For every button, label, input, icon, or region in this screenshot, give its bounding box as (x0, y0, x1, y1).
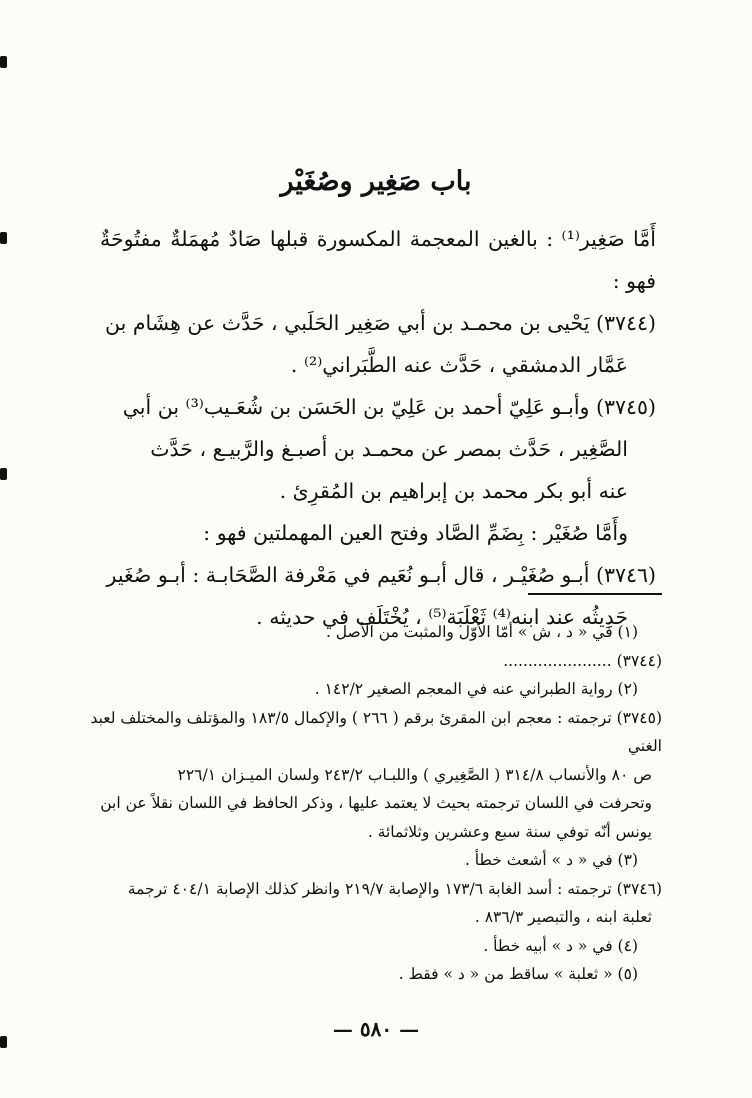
footnote-1: (١) في « د ، ش » أمّا الأوّل والمثبت من الأصل . (325, 623, 638, 641)
entry-3745-line-1: (٣٧٤٥) وأبـو عَلِيّ أحمد بن عَلِيّ بن الحَسَن بن شُعَـيب⁽³⁾ بن أبي (122, 395, 656, 419)
note-3746-line-2: ثعلبة ابنه ، والتبصير ٨٣٦/٣ . (474, 908, 652, 926)
entry-3745-line-2: الصَّغِير ، حَدَّث بمصر عن محمـد بن أصبـغ والرَّبيـع ، حَدَّث (150, 437, 628, 461)
scan-edge-mark (0, 56, 7, 68)
entry-3746-line-2: حَدِيثُه عند ابنه⁽⁴⁾ ثَعْلَبَة⁽⁵⁾ ، يُخْتَلَف في حديثه . (256, 605, 628, 629)
intro-line: أَمَّا صَغِير⁽¹⁾ : بالغين المعجمة المكسورة قبلها صَادٌ مُهمَلةٌ مفتُوحَةٌ فهو : (100, 227, 656, 293)
footnote-4: (٤) في « د » أبيه خطأ . (483, 936, 638, 955)
note-3745-line-4: يونس أنّه توفي سنة سبع وعشرين وثلاثمائة . (367, 822, 652, 841)
entry-3744-line-1: (٣٧٤٤) يَحْيى بن محمـد بن أبي صَغِير الحَلَبي ، حَدَّث عن هِشَام بن (105, 311, 656, 335)
footnote-3: (٣) في « د » أشعث خطأ . (464, 851, 638, 869)
chapter-title: باب صَغِير وصُغَيْر (280, 166, 472, 197)
footnote-5: (٥) « ثعلبة » ساقط من « د » فقط . (398, 965, 638, 983)
section-intro-line: وأَمَّا صُغَيْر : بِضَمِّ الصَّاد وفتح العين المهملتين فهو : (203, 521, 628, 545)
note-3744: (٣٧٤٤) ...................... (503, 651, 662, 670)
note-3745-line-2: ص ٨٠ والأنساب ٣١٤/٨ ( الصَّغِيري ) واللبـاب ٢٤٣/٢ ولسان الميـزان ٢٢٦/١ (177, 765, 652, 784)
note-3746-line-1: (٣٧٤٦) ترجمته : أسد الغابة ١٧٣/٦ والإصابة ٢١٩/٧ وانظر كذلك الإصابة ٤٠٤/١ ترجمة (127, 879, 662, 898)
footnote-separator (528, 593, 662, 595)
scan-edge-mark (0, 468, 7, 480)
footnote-2: (٢) رواية الطبراني عنه في المعجم الصغير ١٤٢/٢ . (314, 680, 638, 698)
page-number: — ٥٨٠ — (332, 1017, 420, 1041)
note-3745-line-1: (٣٧٤٥) ترجمته : معجم ابن المقرئ برقم ( ٢٦٦ ) والإكمال ١٨٣/٥ والمؤتلف والمختلف لعبد الغني (90, 708, 662, 755)
entry-3745-line-3: عنه أبو بكر محمد بن إبراهيم بن المُقرِئ . (279, 479, 628, 503)
footnotes (58, 618, 662, 989)
scan-edge-mark (0, 232, 7, 244)
note-3745-line-3: وتحرفت في اللسان ترجمته بحيث لا يعتمد عليها ، وذكر الحافظ في اللسان نقلاً عن ابن (100, 794, 652, 812)
entry-3746-line-1: (٣٧٤٦) أبـو صُغَيْـر ، قال أبـو نُعَيم في مَعْرفة الصَّحَابـة : أبـو صُغَير (106, 563, 656, 587)
main-text (100, 218, 656, 638)
entry-3744-line-2: عَمَّار الدمشقي ، حَدَّث عنه الطَّبَراني⁽²⁾ . (290, 353, 628, 377)
